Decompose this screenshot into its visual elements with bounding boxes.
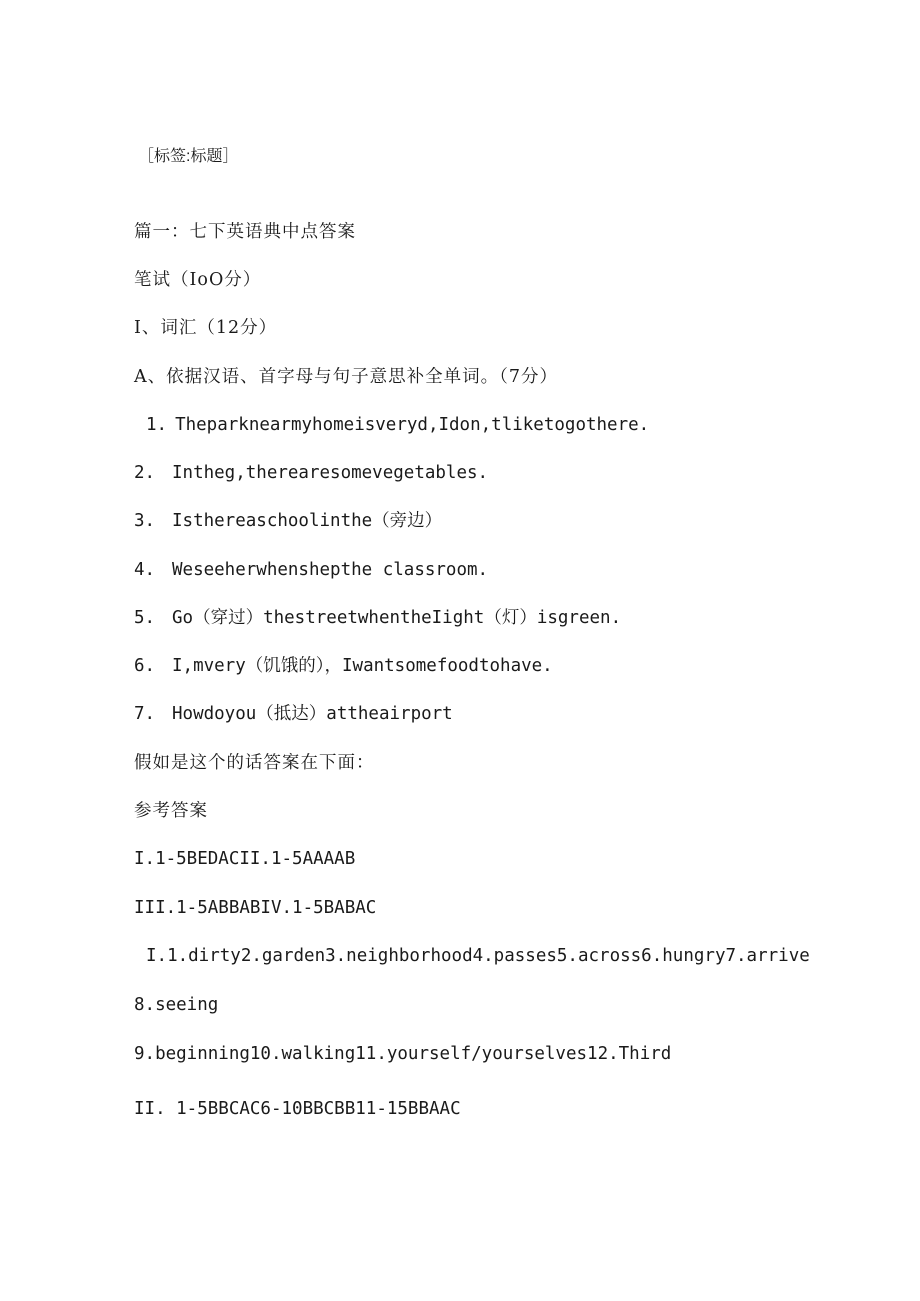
answer-line: 8.seeing [134, 995, 219, 1015]
question-number: 6. [134, 656, 156, 676]
question-text: Isthereaschoolinthe（旁边） [172, 511, 443, 531]
answer-note: 假如是这个的话答案在下面： [134, 753, 375, 773]
answer-line: II. 1-5BBCAC6-10BBCBB11-15BBAAC [134, 1099, 461, 1119]
question-item [134, 702, 453, 726]
question-number: 1. [146, 415, 168, 435]
question-item [146, 413, 649, 437]
question-text: Go（穿过）thestreetwhentheIight（灯）isgreen. [172, 608, 622, 628]
question-item [134, 461, 488, 485]
question-text: Howdoyou（抵达）attheairport [172, 704, 453, 724]
question-number: 5. [134, 608, 156, 628]
header-tag: ［标签:标题］ [138, 148, 239, 165]
answer-line: I.1.dirty2.garden3.neighborhood4.passes5.across6.hungry7.arrive [146, 946, 810, 966]
answer-line: I.1-5BEDACII.1-5AAAAB [134, 849, 356, 869]
question-number: 3. [134, 511, 156, 531]
question-item [134, 509, 442, 533]
question-text: I,mvery（饥饿的），Iwantsomefoodtohave. [172, 656, 553, 676]
question-item [134, 606, 621, 630]
question-text: Intheg,therearesomevegetables. [172, 463, 489, 483]
question-text: Weseeherwhenshepthe classroom. [172, 560, 489, 580]
answer-line: III.1-5ABBABIV.1-5BABAC [134, 898, 377, 918]
section-written-exam: 笔试（IoO分） [134, 270, 262, 290]
question-item [134, 654, 553, 678]
question-text: Theparknearmyhomeisveryd,Idon,tliketogothere. [175, 415, 650, 435]
section-vocabulary: I、词汇（12分） [134, 318, 278, 338]
answer-line: 9.beginning10.walking11.yourself/yourselves12.Third [134, 1044, 672, 1064]
question-number: 2. [134, 463, 156, 483]
question-number: 4. [134, 560, 156, 580]
question-item [134, 558, 488, 582]
question-number: 7. [134, 704, 156, 724]
document-title: 篇一：七下英语典中点答案 [134, 222, 356, 242]
answers-heading: 参考答案 [134, 801, 208, 821]
instruction-a: A、依据汉语、首字母与句子意思补全单词。（7分） [134, 367, 559, 387]
